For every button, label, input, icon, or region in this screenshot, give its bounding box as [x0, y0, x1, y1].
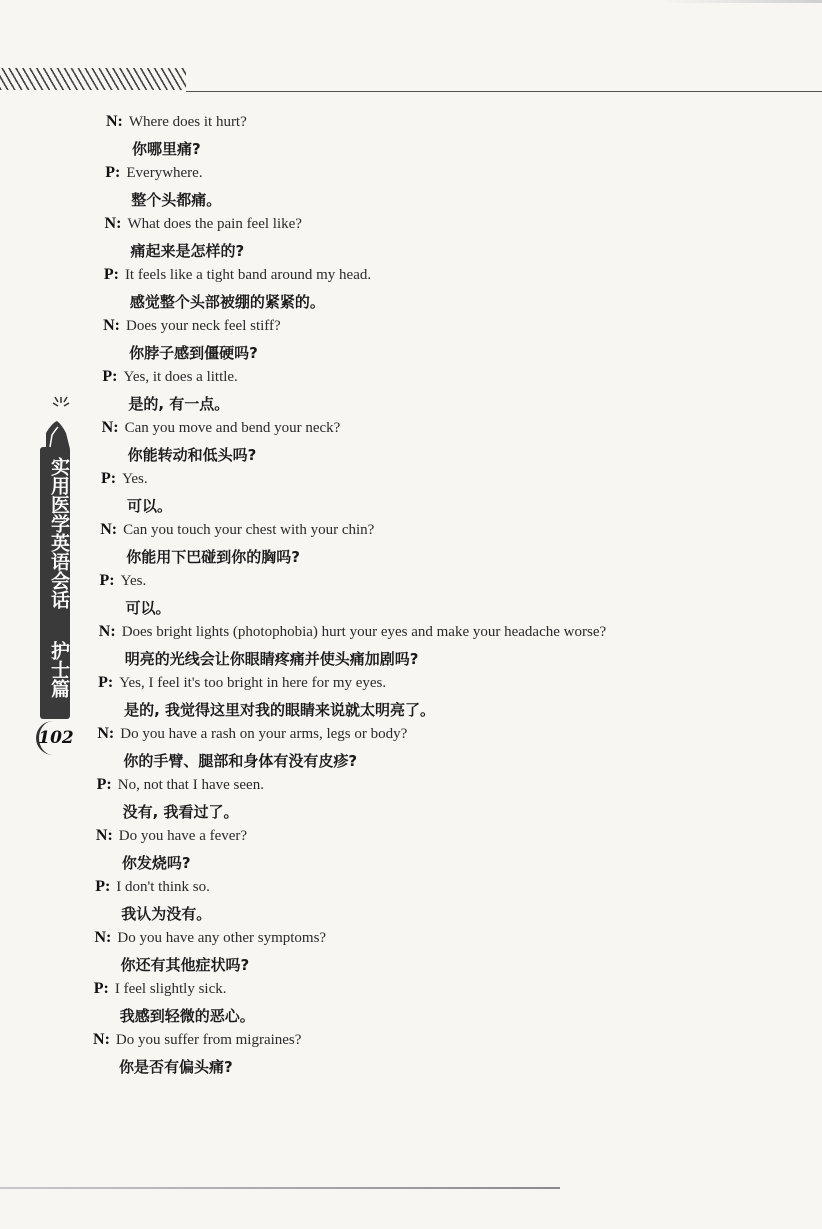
speaker-label: N:	[93, 1031, 110, 1048]
speaker-label: P:	[95, 878, 111, 895]
speaker-label: P:	[99, 572, 115, 589]
dialogue-line-en	[97, 776, 264, 794]
speaker-label: N:	[101, 419, 119, 436]
dialogue-line-en	[97, 725, 407, 743]
footer-rule	[0, 1187, 560, 1189]
dialogue-line-en	[93, 1031, 301, 1049]
dialogue-line-en	[105, 164, 202, 182]
english-text: Yes.	[120, 573, 147, 589]
dialogue-line-en	[98, 674, 386, 692]
dialogue-line-en	[101, 470, 148, 488]
page-edge-shadow	[662, 0, 822, 3]
english-text: Everywhere.	[126, 165, 203, 181]
chinese-translation: 我认为没有。	[121, 905, 212, 923]
chinese-translation: 是的, 有一点。	[128, 395, 230, 413]
chinese-translation: 没有, 我看过了。	[122, 803, 239, 821]
english-text: It feels like a tight band around my head.	[124, 267, 372, 283]
english-text: No, not that I have seen.	[117, 777, 264, 793]
chinese-translation: 你发烧吗?	[121, 854, 191, 872]
chinese-translation: 感觉整个头部被绷的紧紧的。	[129, 293, 325, 311]
chinese-translation: 你是否有偏头痛?	[119, 1058, 233, 1076]
chinese-translation: 可以。	[126, 497, 172, 515]
chinese-translation: 你哪里痛?	[132, 140, 201, 158]
speaker-label: N:	[106, 113, 123, 130]
page-number: 102	[38, 728, 74, 748]
chinese-translation: 整个头都痛。	[131, 191, 222, 209]
english-text: I feel slightly sick.	[114, 981, 227, 997]
speaker-label: N:	[100, 521, 118, 538]
chinese-translation: 你能转动和低头吗?	[127, 446, 257, 464]
speaker-label: N:	[104, 215, 122, 232]
speaker-label: N:	[98, 623, 116, 640]
dialogue-line-en	[96, 827, 247, 845]
dialogue-line-en	[105, 215, 302, 233]
english-text: Yes, it does a little.	[123, 369, 238, 385]
english-text: Do you have any other symptoms?	[117, 930, 327, 946]
dialogue-line-en	[102, 368, 237, 386]
english-text: Does bright lights (photophobia) hurt your eyes and make your headache worse?	[121, 624, 607, 640]
chinese-translation: 你脖子感到僵硬吗?	[129, 344, 258, 362]
english-text: What does the pain feel like?	[127, 216, 302, 232]
header-rule	[186, 91, 822, 92]
book-subtitle: 护士篇	[48, 641, 70, 698]
dialogue-line-en	[95, 878, 210, 896]
chinese-translation: 我感到轻微的恶心。	[119, 1007, 255, 1025]
dialogue-line-en	[103, 317, 281, 335]
chinese-translation: 痛起来是怎样的?	[130, 242, 245, 260]
dialogue-line-en	[100, 521, 374, 539]
book-title: 实用医学英语会话	[48, 457, 70, 609]
english-text: I don't think so.	[116, 879, 210, 895]
dialogue-line-en	[99, 623, 606, 641]
chinese-translation: 你的手臂、腿部和身体有没有皮疹?	[123, 752, 358, 770]
speaker-label: N:	[97, 725, 115, 742]
speaker-label: P:	[102, 368, 118, 385]
english-text: Can you touch your chest with your chin?	[123, 522, 375, 538]
speaker-label: P:	[98, 674, 114, 691]
speaker-label: N:	[103, 317, 120, 334]
english-text: Do you have a rash on your arms, legs or body?	[120, 726, 408, 742]
speaker-label: P:	[100, 470, 117, 487]
chinese-translation: 可以。	[125, 599, 171, 617]
english-text: Where does it hurt?	[128, 114, 247, 130]
speaker-label: N:	[95, 827, 113, 844]
dialogue-line-en	[94, 980, 227, 998]
side-tab	[40, 395, 72, 765]
english-text: Do you suffer from migraines?	[115, 1032, 302, 1048]
english-text: Can you move and bend your neck?	[124, 420, 341, 436]
english-text: Yes.	[122, 471, 148, 487]
chinese-translation: 你能用下巴碰到你的胸吗?	[126, 548, 300, 566]
dialogue-line-en	[94, 929, 326, 947]
english-text: Does your neck feel stiff?	[126, 318, 281, 334]
dialogue-line-en	[104, 266, 371, 284]
dialogue-line-en	[102, 419, 341, 437]
speaker-label: P:	[93, 980, 109, 997]
speaker-label: P:	[96, 776, 112, 793]
english-text: Do you have a fever?	[118, 828, 248, 844]
dialogue-line-en	[106, 113, 247, 131]
speaker-label: N:	[94, 929, 112, 946]
chinese-translation: 你还有其他症状吗?	[120, 956, 250, 974]
dialogue-line-en	[100, 572, 147, 590]
chinese-translation: 是的, 我觉得这里对我的眼睛来说就太明亮了。	[124, 701, 436, 719]
chinese-translation: 明亮的光线会让你眼睛疼痛并使头痛加剧吗?	[124, 650, 419, 668]
header-hatch-decoration	[0, 68, 186, 90]
speaker-label: P:	[105, 164, 121, 181]
sparkle-icon	[50, 395, 72, 417]
speaker-label: P:	[103, 266, 119, 283]
english-text: Yes, I feel it's too bright in here for my eyes.	[119, 675, 387, 691]
